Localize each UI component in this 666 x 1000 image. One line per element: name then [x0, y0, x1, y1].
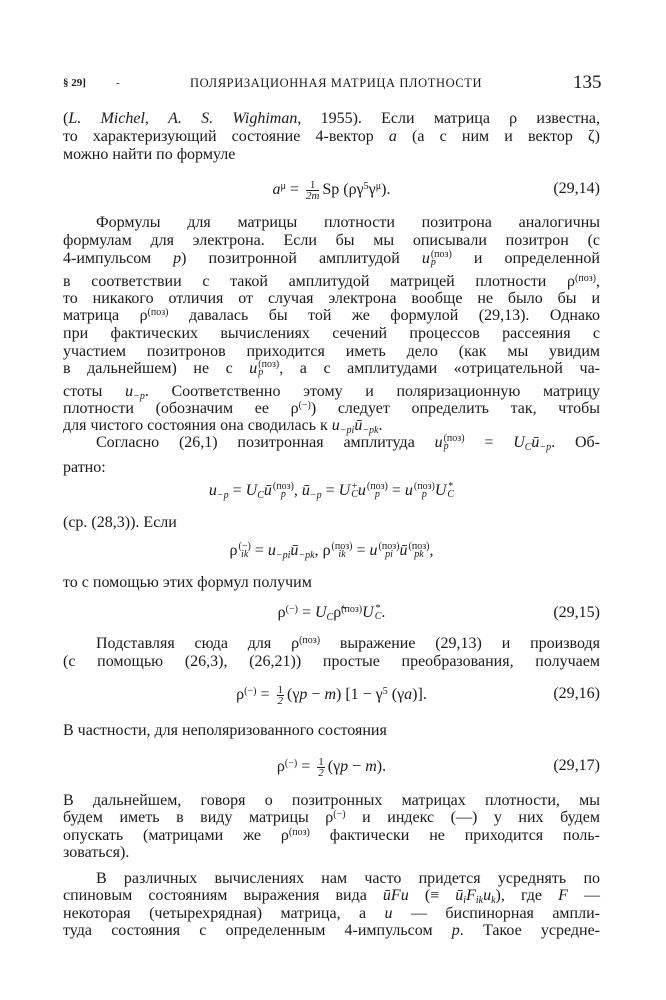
text-line [63, 128, 600, 145]
superscript: + [351, 480, 358, 492]
text-line [63, 922, 600, 939]
text-run: некоторая (четырехрядная) матрица, а [63, 905, 385, 922]
text-run: = [256, 686, 274, 704]
text-line [63, 653, 600, 670]
text-line [63, 792, 600, 809]
text-run: матрица ρ [63, 307, 148, 324]
math-symbol [268, 542, 291, 559]
math-base: p [173, 250, 182, 267]
text-run: и определенной [451, 250, 600, 267]
text-line [63, 722, 600, 739]
subscript: −pi [339, 425, 355, 436]
math-symbol [404, 686, 412, 703]
subscript: −p [133, 391, 145, 402]
math-symbol [389, 128, 397, 145]
math-symbol [466, 887, 483, 904]
text-run: . [381, 604, 386, 621]
denominator: 2 [277, 695, 283, 707]
text-run: в дальнейшем) не с [63, 360, 250, 377]
math-base: a [272, 181, 281, 199]
text-run: формулам для электрона. Если бы мы описывали позитрон (с [63, 232, 600, 249]
math-base: u [483, 887, 492, 904]
math-symbol [385, 905, 393, 922]
denominator: 2 [318, 767, 324, 779]
math-base: ūFu [382, 887, 409, 904]
math-symbol [168, 110, 297, 127]
superscript: * [375, 602, 381, 614]
text-run: стоты [63, 383, 126, 400]
sup-sub [366, 480, 388, 501]
sup-sub [331, 540, 353, 561]
subscript: C [374, 611, 382, 623]
math-symbol [331, 542, 353, 559]
text-line [63, 459, 600, 476]
math-symbol [513, 434, 531, 451]
math-symbol [400, 542, 430, 559]
math-symbol [341, 604, 362, 621]
header-dash: - [116, 77, 120, 89]
equation [63, 684, 600, 707]
math-symbol [244, 686, 256, 703]
numerator: 1 [277, 684, 283, 696]
superscript: (поз) [413, 480, 435, 492]
math-symbol [290, 542, 314, 559]
text-run: = [352, 542, 370, 559]
math-base: u [357, 482, 366, 499]
running-title: ПОЛЯРИЗАЦИОННАЯ МАТРИЦА ПЛОТНОСТИ [190, 76, 483, 90]
text-run: , [144, 110, 169, 127]
text-line [63, 307, 600, 324]
text-line [63, 250, 600, 267]
math-base: u [369, 542, 378, 559]
text-run: ρ [229, 542, 238, 559]
page-number: 135 [573, 72, 602, 93]
math-base: u [331, 417, 340, 434]
math-symbol [299, 400, 311, 417]
superscript: (поз) [341, 604, 363, 615]
text-run: ), где [495, 887, 559, 904]
math-base: U [338, 482, 351, 499]
superscript: (поз) [430, 248, 452, 260]
math-base: u [421, 250, 430, 267]
math-base: u [125, 383, 134, 400]
text-run: В частности, для неполяризованного состояния [63, 722, 387, 739]
text-run: γ [368, 181, 376, 199]
text-run: спиновым состояниям выражения вида [63, 887, 383, 904]
text-run: , [293, 482, 302, 499]
math-base: ū [399, 542, 408, 559]
math-base: u [267, 542, 276, 559]
math-symbol [273, 181, 286, 198]
superscript: (−) [244, 686, 257, 698]
math-symbol [286, 604, 298, 621]
text-run: , [429, 542, 434, 559]
text-run: (γ [287, 686, 300, 704]
superscript: (−) [298, 400, 311, 411]
text-line [63, 514, 600, 531]
text-line [63, 417, 600, 434]
text-run: ( [63, 110, 69, 127]
text-run: ). [376, 758, 387, 776]
text-run: = [297, 604, 315, 621]
math-symbol [358, 482, 388, 499]
math-symbol [332, 417, 355, 434]
subscript: p [430, 257, 436, 269]
superscript: 5 [363, 181, 369, 193]
text-run: . [378, 417, 383, 434]
text-run: Sp (ργ [322, 181, 364, 199]
text-run: ρ [277, 604, 286, 621]
equation-body [236, 685, 427, 706]
math-base: F [558, 887, 568, 904]
equation-body [278, 604, 386, 622]
text-run: ρ̃ [333, 604, 342, 621]
superscript: μ [280, 181, 286, 193]
equation [63, 604, 600, 621]
math-symbol [405, 482, 435, 499]
math-symbol [531, 434, 551, 451]
subscript: p [443, 441, 449, 453]
subscript: p [374, 489, 380, 501]
text-line [63, 146, 600, 163]
sup-sub [430, 248, 452, 269]
text-run: = [321, 482, 339, 499]
sup-sub [447, 480, 455, 501]
text-run: − [348, 758, 366, 776]
equation-number: (29,17) [553, 757, 600, 774]
text-line [63, 809, 600, 826]
superscript: (−) [284, 758, 298, 770]
math-symbol [299, 635, 320, 652]
math-symbol [285, 758, 297, 775]
equation [63, 179, 600, 202]
subscript: −p [216, 490, 229, 501]
math-symbol [302, 482, 322, 499]
text-line [63, 383, 600, 400]
math-base: A. S. Wighiman [168, 110, 298, 127]
math-base: ū [301, 482, 310, 499]
text-run: — биспинорная ампли- [392, 905, 600, 922]
math-symbol [125, 383, 145, 400]
superscript: (−) [285, 604, 298, 615]
text-line [63, 273, 600, 290]
text-run: , [596, 273, 600, 290]
text-run: давалась бы той же формулой (29,13). Однако [168, 307, 600, 324]
equation-body [273, 180, 391, 201]
math-base: m [324, 686, 336, 704]
math-base: p [340, 758, 349, 776]
text-run: ρ [236, 686, 245, 704]
subscript: ik [241, 549, 249, 561]
text-run: . Об- [551, 434, 600, 451]
text-line [63, 214, 600, 231]
fraction [306, 180, 319, 201]
text-run: то характеризующий состояние 4-вектор [63, 128, 389, 145]
text-run: (γ [327, 758, 341, 776]
math-base: m [365, 758, 377, 776]
math-symbol [575, 273, 596, 290]
math-symbol [422, 250, 452, 267]
math-symbol [354, 417, 378, 434]
equation-body [277, 757, 386, 778]
math-base: a [388, 128, 397, 145]
text-run: )]. [412, 686, 427, 704]
superscript: 5 [382, 686, 388, 698]
equation [63, 756, 600, 779]
subscript: −pk [362, 425, 379, 436]
text-run: Подставляя сюда для ρ [96, 635, 300, 652]
math-base: u [208, 482, 217, 499]
math-symbol [362, 604, 381, 621]
subscript: pk [414, 549, 424, 561]
text-run: фактически не приходится поль- [309, 827, 600, 844]
math-symbol [435, 434, 465, 451]
text-run: то никакого отличия от случая электрона вообще не было бы и [63, 290, 600, 307]
superscript: (−) [333, 809, 346, 820]
math-base: F [466, 887, 476, 904]
text-run: (с помощью (26,3), (26,21)) простые преобразования, получаем [63, 653, 600, 670]
math-symbol [455, 887, 466, 904]
subscript: i [463, 895, 467, 906]
equation [63, 542, 600, 559]
sup-sub [378, 540, 400, 561]
math-base: u [384, 905, 393, 922]
text-run: 4-импульсом [63, 250, 174, 267]
math-symbol [209, 482, 229, 499]
math-symbol [340, 758, 348, 775]
math-base: U [362, 604, 374, 621]
math-symbol [324, 686, 336, 703]
subscript: C [447, 489, 455, 501]
text-run: (а с ним и вектор ζ) [396, 128, 601, 145]
math-symbol [558, 887, 568, 904]
text-run: туда состояния с определенным 4-импульсом [63, 922, 452, 939]
text-run: В различных вычислениях нам часто придется усреднять по [96, 870, 600, 887]
text-run: ρ [276, 758, 285, 776]
superscript: (поз) [272, 480, 294, 492]
superscript: (поз) [147, 307, 169, 318]
text-run: Формулы для матрицы плотности позитрона аналогичны [96, 214, 600, 231]
text-run: = [387, 482, 405, 499]
superscript: (поз) [299, 635, 321, 646]
math-symbol [435, 482, 454, 499]
math-symbol [238, 542, 251, 559]
math-symbol [452, 922, 460, 939]
math-symbol [68, 110, 145, 127]
text-run: в соответствии с такой амплитудой матрицей плотности ρ [63, 273, 576, 290]
text-run: опускать (матрицами же ρ [63, 827, 289, 844]
text-run: ) следует определить так, чтобы [310, 400, 601, 417]
superscript: (поз) [443, 432, 465, 444]
subscript: C [257, 490, 264, 501]
math-base: u [434, 434, 443, 451]
subscript: p [421, 489, 427, 501]
math-symbol [148, 307, 169, 324]
text-run: Согласно (26,1) позитронная амплитуда [96, 434, 435, 451]
math-symbol [264, 482, 294, 499]
sup-sub [272, 480, 294, 501]
math-base: U [513, 434, 525, 451]
subscript: ik [475, 895, 484, 906]
math-base: ū [290, 542, 299, 559]
superscript: (−) [238, 540, 251, 552]
subscript: −pk [298, 550, 315, 561]
math-symbol [249, 360, 279, 377]
text-run: то с помощью этих формул получим [63, 574, 312, 591]
text-run: . Такое усредне- [459, 922, 600, 939]
subscript: C [326, 612, 334, 623]
sup-sub [238, 540, 251, 561]
subscript: −pi [275, 550, 291, 561]
math-base: ū [531, 434, 540, 451]
sup-sub [443, 432, 465, 453]
text-line [63, 325, 600, 342]
text-run: ) позитронной амплитудой [181, 250, 422, 267]
math-symbol [365, 758, 377, 775]
text-run: = [228, 482, 246, 499]
text-line [63, 400, 600, 417]
superscript: (поз) [408, 540, 430, 552]
text-run: = [464, 434, 514, 451]
text-line [63, 360, 600, 377]
equation-body [209, 482, 454, 500]
text-run: ратно: [63, 459, 106, 476]
text-run: , а с амплитудами «отрицательной ча- [279, 360, 600, 377]
text-run: плотности (обозначим ее ρ [63, 400, 299, 417]
math-base: U [245, 482, 258, 499]
subscript: p [258, 367, 264, 379]
math-base: u [249, 360, 258, 377]
text-line [63, 110, 600, 127]
superscript: (поз) [258, 358, 280, 370]
text-line [63, 290, 600, 307]
equation-number: (29,15) [553, 604, 600, 621]
math-base: a [404, 686, 413, 704]
superscript: μ [375, 181, 382, 193]
math-base: u [404, 482, 413, 499]
section-marker: § 29] [63, 77, 86, 89]
math-base: p [299, 686, 308, 704]
text-line [63, 887, 600, 904]
subscript: −p [539, 442, 552, 453]
sup-sub [408, 540, 430, 561]
text-run: , 1955). Если матрица ρ известна, [297, 110, 601, 127]
text-run: и индекс (—) у них будем [345, 809, 601, 826]
math-base: U [314, 604, 327, 621]
text-line [63, 905, 600, 922]
text-run: при фактических вычислениях сечений процессов рассеяния с [63, 325, 600, 342]
text-run: зоваться). [63, 844, 130, 861]
text-run: − [307, 686, 325, 704]
math-symbol [483, 887, 495, 904]
text-run: , ρ [314, 542, 331, 559]
text-run: (ср. (28,3)). Если [63, 514, 177, 531]
math-symbol [339, 482, 358, 499]
math-symbol [370, 542, 400, 559]
superscript: * [448, 480, 454, 492]
sup-sub [351, 480, 358, 501]
math-base: ū [455, 887, 464, 904]
denominator: 2m [305, 190, 320, 202]
math-base: ū [263, 482, 272, 499]
subscript: −p [309, 490, 322, 501]
superscript: (поз) [288, 827, 310, 838]
equation-number: (29,16) [553, 685, 600, 702]
math-base: U [434, 482, 447, 499]
text-line [63, 635, 600, 652]
superscript: (поз) [366, 480, 388, 492]
text-run: можно найти по формуле [63, 146, 236, 163]
text-run: (≡ [408, 887, 456, 904]
math-symbol [315, 604, 333, 621]
text-run: будем иметь в виду матрицы ρ [63, 809, 334, 826]
equation [63, 482, 600, 499]
math-base: ū [354, 417, 363, 434]
text-line [63, 827, 600, 844]
text-run: . Соответственно этому и поляризационную матрицу [144, 383, 600, 400]
equation-body [230, 542, 434, 560]
math-base: L. Michel [68, 110, 145, 127]
text-run: для чистого состояния она сводилась к [63, 417, 332, 434]
math-symbol [383, 887, 409, 904]
text-line [63, 844, 600, 861]
fraction [317, 757, 325, 778]
sup-sub [413, 480, 435, 501]
subscript: pi [385, 549, 393, 561]
subscript: ik [338, 549, 346, 561]
text-line [63, 343, 600, 360]
sup-sub [258, 358, 280, 379]
subscript: p [280, 489, 286, 501]
fraction [277, 685, 285, 706]
numerator: 1 [318, 756, 324, 768]
text-run: = [297, 758, 315, 776]
text-run: = [285, 181, 303, 199]
text-run: выражение (29,13) и производя [320, 635, 600, 652]
math-symbol [289, 827, 310, 844]
text-line [63, 870, 600, 887]
superscript: (поз) [331, 540, 353, 552]
text-line [63, 574, 600, 591]
text-line [63, 232, 600, 249]
equation-number: (29,14) [553, 180, 600, 197]
math-symbol [173, 250, 181, 267]
text-run: — [567, 887, 601, 904]
text-run: ) [1 − γ [336, 686, 383, 704]
superscript: (поз) [378, 540, 400, 552]
text-run: ). [381, 181, 391, 199]
text-run: (γ [387, 686, 405, 704]
numerator: 1 [306, 180, 319, 191]
subscript: C [524, 442, 532, 453]
text-run: В дальнейшем, говоря о позитронных матрицах плотности, мы [63, 792, 600, 809]
superscript: (поз) [575, 273, 596, 284]
subscript: C [351, 489, 358, 501]
text-run: = [250, 542, 268, 559]
text-line [63, 434, 600, 451]
math-symbol [246, 482, 264, 499]
subscript: k [491, 895, 496, 906]
math-base: p [451, 922, 460, 939]
text-run: участием позитронов приходится иметь дело (как мы увидим [63, 343, 600, 360]
math-symbol [333, 809, 345, 826]
